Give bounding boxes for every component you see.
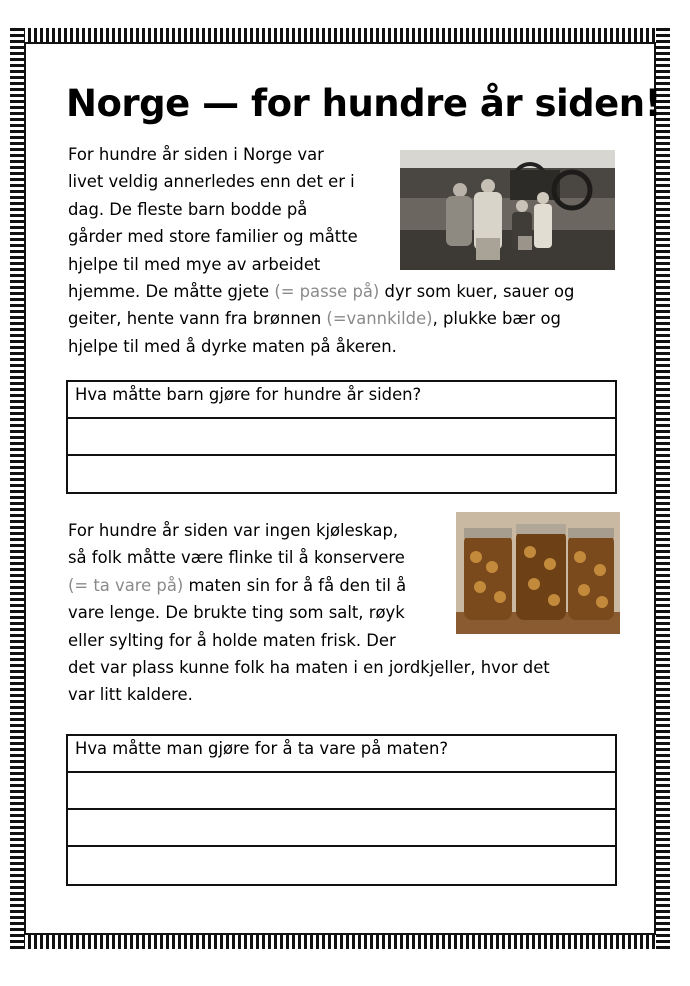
decorative-border-right xyxy=(656,28,670,949)
gloss-text: (= passe på) xyxy=(274,282,380,302)
decorative-border-left xyxy=(10,28,24,949)
question-row xyxy=(68,736,615,773)
body-text: hjelpe til med å dyrke maten på åkeren. xyxy=(68,336,397,356)
text-line xyxy=(68,333,608,360)
body-text: , plukke bær og xyxy=(432,309,561,329)
body-text: hjelpe til med mye av arbeidet xyxy=(68,254,321,274)
answer-line[interactable] xyxy=(68,456,615,493)
body-text: gårder med store familier og måtte xyxy=(68,227,358,247)
body-text: livet veldig annerledes enn det er i xyxy=(68,172,355,192)
text-line xyxy=(68,681,608,708)
answer-line[interactable] xyxy=(68,773,615,810)
body-text: var litt kaldere. xyxy=(68,685,193,705)
gloss-text: (= ta vare på) xyxy=(68,575,184,595)
gloss-text: (=vannkilde) xyxy=(326,309,433,329)
body-text: For hundre år siden var ingen kjøleskap, xyxy=(68,521,399,540)
body-text: det var plass kunne folk ha maten i en jordkjeller, hvor det xyxy=(68,658,550,678)
body-text: maten sin for å få den til å xyxy=(183,575,407,595)
text-line xyxy=(68,654,608,681)
jars-illustration xyxy=(456,512,620,634)
body-text: vare lenge. De brukte ting som salt, røyk xyxy=(68,603,405,623)
answer-line[interactable] xyxy=(68,419,615,456)
text-line xyxy=(68,305,608,332)
body-text: så folk måtte være flinke til å konservere xyxy=(68,548,405,568)
question-row xyxy=(68,382,615,419)
farm-family-photo xyxy=(400,150,615,270)
answer-line[interactable] xyxy=(68,847,615,884)
page-title: Norge — for hundre år siden! xyxy=(66,82,661,125)
body-text: For hundre år siden i Norge var xyxy=(68,145,324,164)
answer-box-2 xyxy=(66,734,617,886)
preserved-jars-photo xyxy=(456,512,620,634)
answer-box-1 xyxy=(66,380,617,494)
question-2: Hva måtte man gjøre for å ta vare på maten? xyxy=(75,739,449,758)
answer-line[interactable] xyxy=(68,810,615,847)
decorative-border-top xyxy=(10,28,670,42)
body-text: dag. De fleste barn bodde på xyxy=(68,199,308,219)
farm-family-illustration xyxy=(400,150,615,270)
body-text: hjemme. De måtte gjete xyxy=(68,282,275,302)
text-line xyxy=(68,278,608,305)
body-text: dyr som kuer, sauer og xyxy=(379,282,575,302)
body-text: eller sylting for å holde maten frisk. Der xyxy=(68,630,396,650)
body-text: geiter, hente vann fra brønnen xyxy=(68,309,327,329)
question-1: Hva måtte barn gjøre for hundre år siden? xyxy=(75,385,422,404)
decorative-border-bottom xyxy=(10,935,670,949)
